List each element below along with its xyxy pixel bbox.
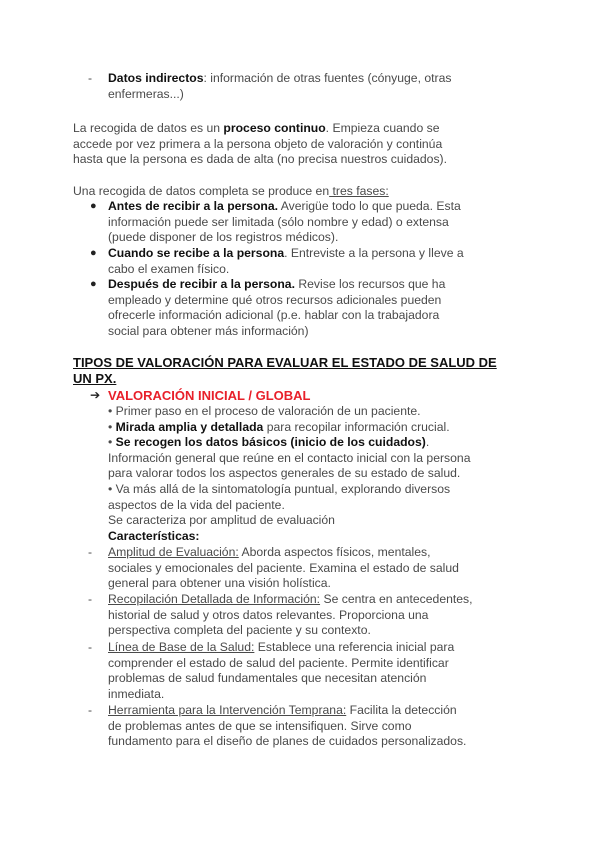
valoracion-inicial-heading: ➔ VALORACIÓN INICIAL / GLOBAL [90,388,311,403]
valoracion-body: • Primer paso en el proceso de valoración de un paciente. • Mirada amplia y detallada para recopilar información crucial. • Se recogen los datos básicos (inicio de los cuidados). Información general que reúne en el contacto inicial con la persona para valorar todos los aspectos generales de su estado de salud. • Va más allá de la sintomatología puntual, explorando diversos aspectos de la vida del paciente. Se caracteriza por amplitud de evaluación Características: [108,404,471,543]
characteristic-item: - Recopilación Detallada de Información: Se centra en antecedentes, historial de salud y otros datos relevantes. Proporciona una perspectiva completa del paciente y su contexto. [88,592,473,638]
proceso-continuo-term: proceso continuo [223,121,326,135]
phases-intro: Una recogida de datos completa se produce en tres fases: [73,184,389,198]
section-title: TIPOS DE VALORACIÓN PARA EVALUAR EL ESTADO DE SALUD DE UN PX. [73,355,497,386]
caracteristicas-heading: Características: [108,528,200,543]
phase-item-antes: ● Antes de recibir a la persona. Averigüe todo lo que pueda. Esta información puede ser limitada (sólo nombre y edad) o extensa (puede disponer de los registros médicos). [90,199,461,245]
phase-item-cuando: ● Cuando se recibe a la persona. Entreviste a la persona y lleve a cabo el examen físico. [90,246,464,276]
characteristic-item: - Línea de Base de la Salud: Establece una referencia inicial para comprender el estado de salud del paciente. Permite identificar problemas de salud fundamentales que necesitan atención inmediata. [88,640,455,701]
datos-indirectos-item [0,71,600,102]
list-dash: - [88,71,93,85]
continuous-process-paragraph: La recogida de datos es un proceso continuo. Empieza cuando se accede por vez primera a la persona objeto de valoración y continúa hasta que la persona es dada de alta (no precisa nuestros cuidados). [73,121,447,167]
bullet-icon: ● [90,200,97,212]
characteristic-item: - Amplitud de Evaluación: Aborda aspectos físicos, mentales, sociales y emocionales del paciente. Examina el estado de salud general para obtener una visión holística. [88,545,459,591]
list-dash: - [88,592,93,606]
list-dash: - [88,640,93,654]
tres-fases-link: tres fases: [329,184,389,198]
list-dash: - [88,545,93,559]
phase-item-despues: ● Después de recibir a la persona. Revise los recursos que ha empleado y determine qué otros recursos adicionales pueden ofrecerle información adicional (p.e. hablar con la trabajadora social para obtener más información) [90,277,446,338]
term-datos-indirectos: Datos indirectos [108,71,204,85]
bullet-icon: ● [90,247,97,259]
arrow-right-icon: ➔ [90,388,101,402]
list-dash: - [88,703,93,717]
datos-indirectos-line2: enfermeras...) [108,86,184,101]
bullet-icon: ● [90,278,97,290]
datos-indirectos-line1: Datos indirectos: información de otras fuentes (cónyuge, otras [108,71,452,85]
characteristic-item: - Herramienta para la Intervención Temprana: Facilita la detección de problemas antes de que se intensifiquen. Sirve como fundamento para el diseño de planes de cuidados personalizados. [88,703,467,749]
